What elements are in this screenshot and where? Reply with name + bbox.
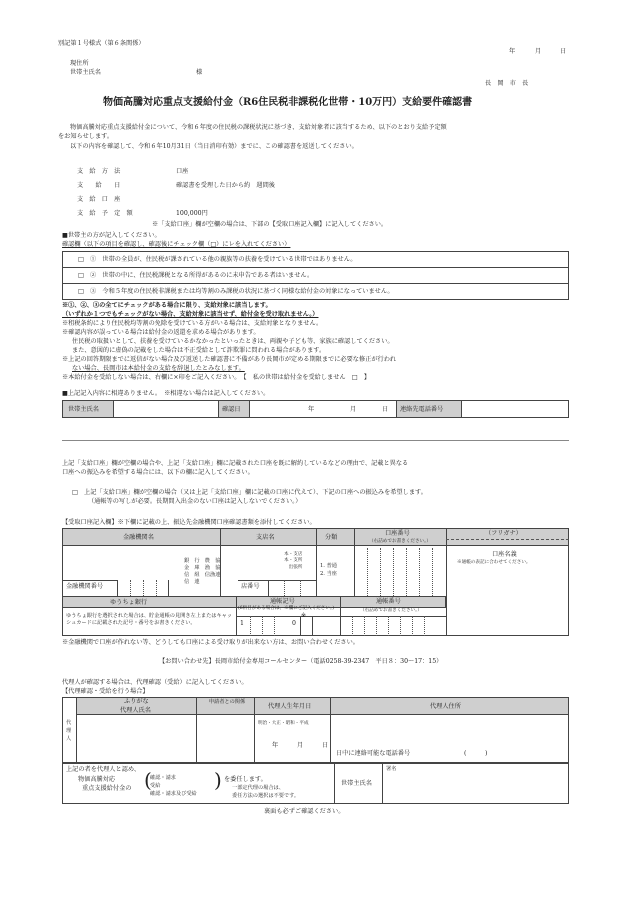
confirm-item-1[interactable]: □ ① 世帯の全員が、住民税が課されている他の親族等の扶養を受けている世帯ではありません。 <box>78 256 357 263</box>
bank-types: 銀 行 農 協 金 庫 漁 協 信 組 信漁連 信 連 <box>184 558 221 586</box>
delegate-options[interactable]: 確認・請求 受給 確認・請求及び受給 <box>150 775 197 798</box>
sign-note: ■上記記入内容に相違ありません。 ※相違ない場合は記入してください。 <box>62 390 270 397</box>
intro-line-3: 以下の内容を確認して、令和６年10月31日（当日消印有効）までに、この確認書を返送してください。 <box>70 143 358 150</box>
contact-info: 【お問い合わせ先】長岡市給付金専用コールセンター（電話0258-39-2347 平日８：30～17：15） <box>159 658 443 665</box>
agent-furigana: ふりがな <box>124 698 149 705</box>
amount-value: 100,000円 <box>176 210 208 217</box>
yucho-label: ゆうちょ銀行 <box>110 599 148 606</box>
sign-phone-label: 連絡先電話番号 <box>400 406 444 413</box>
agent-side-label: 代理人 <box>66 720 72 742</box>
date-day: 日 <box>560 48 567 55</box>
sign-year: 年 <box>308 406 315 413</box>
delegate-target-2: 重点支援給付金の <box>82 785 132 792</box>
h-number: 口座番号 <box>385 530 410 537</box>
intro-line-1: 物価高騰対応重点支援給付金について、令和６年度の住民税の課税状況に基づき、支給対象者に該当するため、以下のとおり支給予定額 <box>70 124 447 131</box>
agent-month: 月 <box>297 742 304 749</box>
sign-day: 日 <box>382 406 389 413</box>
account-check-2: （通帳等の写しが必要。長期間入出金のない口座は記入しないでください。） <box>88 498 302 505</box>
confirm-item-2[interactable]: □ ② 世帯の中に、住民税課税となる所得があるのに未申告である者はいません。 <box>78 272 314 279</box>
passbook-code-note: (6桁目がある場合は、※欄にご記入ください。) <box>238 606 335 611</box>
confirm-intro-2: 確認欄（以下の項目を確認し、確認後にチェック欄（□）にレを入れてください） <box>62 241 291 248</box>
delegate-after-2: 一部定代理の場合は、 <box>232 785 284 791</box>
account-type-options[interactable]: 1. 普通 2. 当座 <box>320 563 337 578</box>
agent-year: 年 <box>272 742 279 749</box>
note-line: また、意図的に虚偽の記載をした場合は不正受給として詐欺罪に問われる場合があります。 <box>72 347 326 354</box>
account-note: ※「支給口座」欄が空欄の場合は、下部の【受取口座記入欄】に記入してください。 <box>152 221 388 228</box>
delegate-intro: 上記の者を代理人と認め、 <box>66 766 141 773</box>
confirm-divider <box>62 267 569 268</box>
date-year: 年 <box>509 48 516 55</box>
branch-types: 本・支店 本・支所 出張所 <box>284 552 303 570</box>
h-branch: 支店名 <box>256 534 275 541</box>
h-holder-note: ※通帳の表記に合わせてください。 <box>457 560 531 565</box>
bank-code-label: 金融機関番号 <box>66 583 104 590</box>
h-furigana: （フリガナ） <box>485 530 522 537</box>
confirm-intro-1: ■世帯主の方が記入してください。 <box>62 232 161 239</box>
signature-label: 署名 <box>386 766 397 772</box>
sign-month: 月 <box>350 406 357 413</box>
digit-1: 1 <box>240 620 244 627</box>
sign-date-label: 確認日 <box>222 406 241 413</box>
account-bottom-note: ※金融機関で口座が作れない等、どうしても口座による受け取りが出来ない方は、お問い合わせください。 <box>62 639 359 646</box>
agent-title: 【代理確認・受給を行う場合】 <box>62 688 149 695</box>
branch-code-label: 店番号 <box>241 583 260 590</box>
h-number-note: （右詰めでお書きください。） <box>369 539 432 544</box>
form-number: 別記第１号様式（第６条関係） <box>58 40 145 47</box>
agent-relation: 申請者との関係 <box>208 699 246 705</box>
confirm-divider <box>62 283 569 284</box>
agent-day: 日 <box>322 742 329 749</box>
method-value: 口座 <box>176 168 189 175</box>
confirm-item-3[interactable]: □ ③ 令和５年度の住民税非課税または均等割のみ課税の状況に基づく同様な給付金の対象になっていません。 <box>78 288 394 295</box>
delegate-after-3: 委任方法の選択は不要です。 <box>232 793 300 799</box>
account-intro-1: 上記「支給口座」欄が空欄の場合や、上記「支給口座」欄に記載された口座を既に解約しているなどの理由で、記載と異なる <box>62 460 409 467</box>
account-label: 支 給 口 座 <box>77 196 121 203</box>
delegate-after-1: を委任します。 <box>224 776 267 783</box>
note-line: （いずれか１つでもチェックがない場合、支給対象に該当せず、給付金を受け取れません。） <box>62 311 319 318</box>
note-line: ※確認内容が誤っている場合は給付金の返還を求める場合があります。 <box>62 329 260 336</box>
passbook-no-label: 通帳番号 <box>376 598 401 605</box>
passbook-code-label: 通帳記号 <box>270 598 295 605</box>
section-divider <box>62 440 569 441</box>
sign-box <box>62 400 569 418</box>
agent-eras: 明治・大正・昭和・平成 <box>258 721 309 726</box>
agent-name-label: 代理人氏名 <box>120 707 151 714</box>
decline-note[interactable]: ※本給付金を受給しない場合は、右欄に×印をご記入ください。 【 私の世帯は給付金を受給しません □ 】 <box>62 374 371 381</box>
note-line: ※租税条約により住民税均等割の免除を受けている方がいる場合は、支給対象となりません。 <box>62 320 323 327</box>
account-check-1[interactable]: □ 上記「支給口座」欄が空欄の場合（又は上記「支給口座」欄に記載の口座に代えて）、下記の口座への振込みを希望します。 <box>72 489 427 496</box>
intro-line-2: をお知らせします。 <box>58 133 114 140</box>
bracket-open: ( <box>144 768 152 792</box>
householder-label: 世帯主氏名 <box>70 69 101 76</box>
method-label: 支 給 方 法 <box>77 168 121 175</box>
note-line: ない場合、長岡市は本給付金の支給を辞退したとみなします。 <box>72 365 245 372</box>
amount-label: 支 給 予 定 額 <box>77 210 133 217</box>
h-type: 分類 <box>325 534 338 541</box>
bracket-close: ) <box>214 768 222 792</box>
agent-phone-parens: ( ) <box>464 750 488 757</box>
h-holder: 口座名義 <box>492 551 517 558</box>
address-label: 現住所 <box>70 60 89 67</box>
agent-phone-label: 日中に連絡可能な電話番号 <box>336 750 411 757</box>
passbook-no-note: （右詰めでお書きください。） <box>360 608 423 613</box>
yucho-note: ゆうちょ銀行を選択された場合は、貯金通帳の見開き左上またはキャッシュカードに記載された記号・番号をお書きください。 <box>66 613 233 626</box>
agent-note: 代理人が確認する場合は、代理確認（受給）に記入してください。 <box>62 679 248 686</box>
footer-note: 裏面も必ずご確認ください。 <box>264 808 345 815</box>
delegate-target-1: 物価高騰対応 <box>78 776 116 783</box>
delegate-householder: 世帯主氏名 <box>341 780 372 787</box>
agent-address-label: 代理人住所 <box>430 703 461 710</box>
star-cell: ※ <box>301 612 307 619</box>
note-line: ※上記の回答期限までに返信がない場合及び返送した確認書に不備があり長岡市が定める期限までに必要な修正が行われ <box>62 356 397 363</box>
date-month: 月 <box>535 48 542 55</box>
pay-date-value: 確認書を受理した日から約 週間後 <box>176 182 275 189</box>
note-line: ※①、②、③の全てにチェックがある場合に限り、支給対象に該当します。 <box>62 302 272 309</box>
sign-name-label: 世帯主氏名 <box>68 406 99 413</box>
account-table-title: 【受取口座記入欄】※下欄に記載の上、振込先金融機関口座確認書類を添付してください。 <box>62 519 316 526</box>
page-title: 物価高騰対応重点支援給付金（R6住民税非課税化世帯・10万円）支給要件確認書 <box>103 97 473 108</box>
note-line: 住民税の取扱いとして、扶養を受けているかなかったといったときは、両親や子ども等、家族に確認してください。 <box>72 338 394 345</box>
pay-date-label: 支 給 日 <box>77 182 121 189</box>
agent-birth-label: 代理人生年月日 <box>268 703 312 710</box>
account-intro-2: 口座への振込みを希望する場合には、以下の欄に記入してください。 <box>62 469 254 476</box>
mayor: 長 岡 市 長 <box>485 80 529 87</box>
digit-0: 0 <box>292 620 296 627</box>
honorific: 様 <box>196 69 203 76</box>
h-bank: 金融機関名 <box>123 534 154 541</box>
